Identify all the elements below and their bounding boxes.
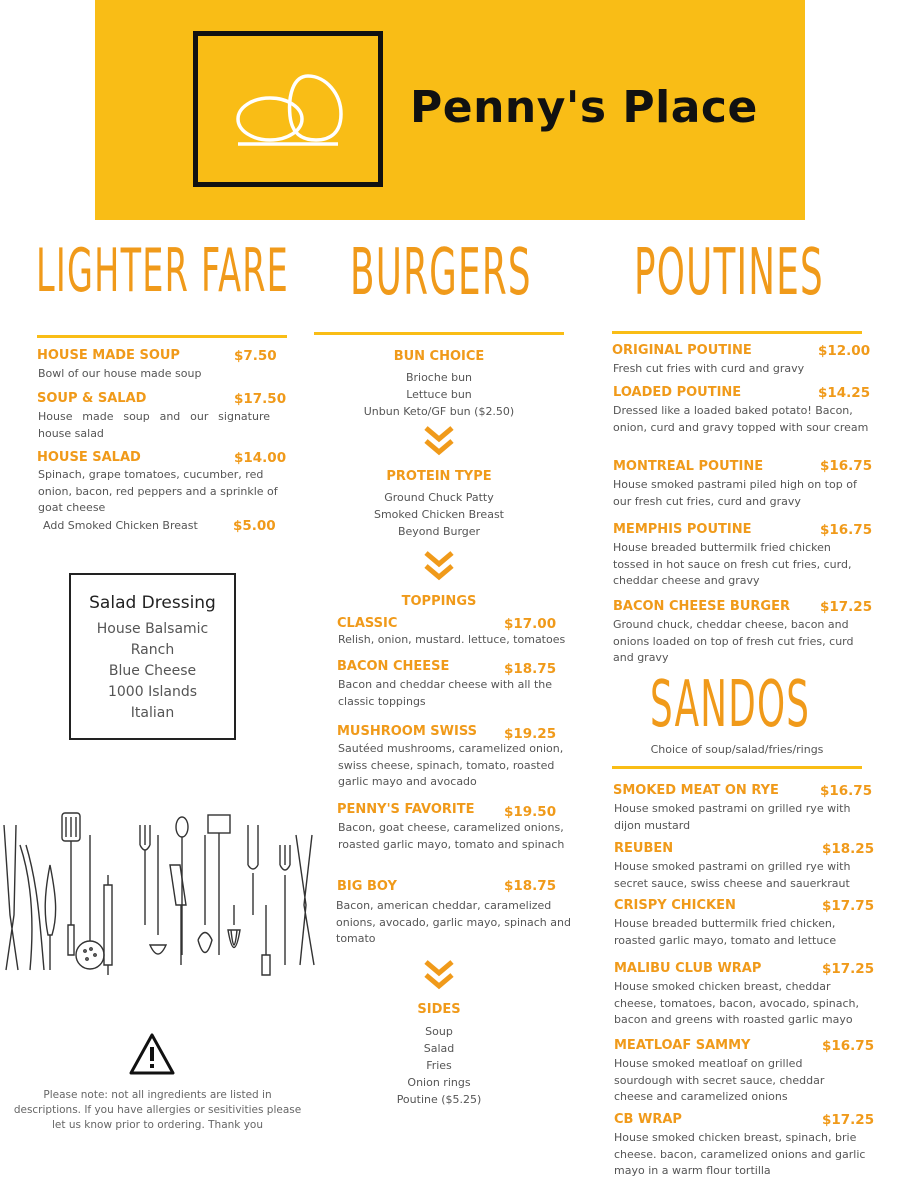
carving-fork-icon [248, 825, 258, 915]
item-price: $17.25 [820, 599, 873, 615]
item-price: $14.00 [234, 450, 287, 466]
item-price: $17.75 [822, 898, 875, 914]
item-description: Ground chuck, cheddar cheese, bacon and onions loaded on top of fresh cut fries, curd and gravy [613, 618, 854, 664]
logo-frame [193, 31, 383, 187]
item-name: PENNY'S FAVORITE [337, 802, 475, 817]
item-name: LOADED POUTINE [613, 385, 742, 400]
item-name: BACON CHEESE BURGER [613, 599, 790, 614]
item-description: Bacon and cheddar cheese with all the classic toppings [338, 678, 553, 708]
chevron-down-icon [422, 549, 456, 583]
side-option: Fries [426, 1059, 452, 1072]
item-name: CRISPY CHICKEN [614, 898, 736, 913]
whisk-icon [228, 905, 240, 948]
item-name: CB WRAP [614, 1112, 682, 1127]
item-name: MUSHROOM SWISS [337, 724, 477, 739]
item-description: House smoked pastrami piled high on top of our fresh cut fries, curd and gravy [613, 478, 857, 508]
item-name: HOUSE SALAD [37, 450, 141, 465]
bun-choice-title: BUN CHOICE [393, 349, 485, 364]
protein-options [314, 489, 564, 540]
item-name: SMOKED MEAT ON RYE [613, 783, 779, 798]
kitchen-utensils-illustration [0, 805, 318, 985]
section-title-lighter-fare: LIGHTER FARE [36, 236, 290, 306]
divider [612, 766, 862, 769]
item-price: $18.25 [822, 841, 875, 857]
side-option: Salad [423, 1042, 455, 1055]
side-option: Poutine ($5.25) [396, 1093, 482, 1106]
item-price: $19.25 [504, 726, 557, 742]
item-price: $17.00 [504, 616, 557, 632]
item-price: $16.75 [820, 458, 873, 474]
item-name: MONTREAL POUTINE [613, 459, 764, 474]
item-description: Bacon, american cheddar, caramelized onions, avocado, garlic mayo, spinach and tomato [336, 899, 571, 945]
item-description: House smoked chicken breast, cheddar cheese, tomatoes, bacon, avocado, spinach, bacon and greens with roasted garlic mayo [614, 980, 860, 1026]
item-description: House breaded buttermilk fried chicken tossed in hot sauce on fresh cut fries, curd, cheddar cheese and gravy [613, 541, 852, 587]
rolling-pin-icon [104, 875, 112, 975]
dressing-option: House Balsamic [96, 621, 209, 637]
ladle-icon [150, 835, 166, 954]
fork-icon [140, 825, 150, 925]
addon-price: $5.00 [233, 518, 276, 534]
dressing-title: Salad Dressing [89, 593, 216, 613]
item-name: MEATLOAF SAMMY [614, 1038, 751, 1053]
allergy-note: Please note: not all ingredients are listed in descriptions. If you have allergies or sesitivities please let us know prior to ordering. Thank you [13, 1089, 302, 1131]
dressing-option: Italian [130, 705, 175, 721]
sandos-subtitle: Choice of soup/salad/fries/rings [650, 743, 824, 756]
item-price: $17.50 [234, 391, 287, 407]
bun-option: Brioche bun [405, 371, 473, 384]
item-price: $16.75 [820, 522, 873, 538]
knife-icon [45, 865, 55, 970]
sides-title: SIDES [417, 1002, 461, 1017]
item-price: $18.75 [504, 878, 557, 894]
item-price: $16.75 [820, 783, 873, 799]
item-price: $12.00 [818, 343, 871, 359]
item-name: CLASSIC [337, 616, 398, 631]
item-description: Spinach, grape tomatoes, cucumber, red onion, bacon, red peppers and a sprinkle of goat cheese [38, 468, 278, 514]
item-price: $7.50 [234, 348, 277, 364]
protein-type-title: PROTEIN TYPE [386, 469, 492, 484]
section-title-poutines: POUTINES [634, 236, 824, 310]
item-price: $16.75 [822, 1038, 875, 1054]
section-title-burgers: BURGERS [350, 236, 532, 310]
item-name: REUBEN [614, 841, 674, 856]
warning-icon [128, 1032, 176, 1076]
protein-option: Ground Chuck Patty [384, 491, 494, 504]
item-price: $14.25 [818, 385, 871, 401]
item-name: BACON CHEESE [337, 659, 450, 674]
chevron-down-icon [422, 958, 456, 992]
divider [314, 332, 564, 335]
item-description: House smoked chicken breast, spinach, brie cheese. bacon, caramelized onions and garlic mayo in a warm flour tortilla [614, 1131, 866, 1177]
brand-name: Penny's Place [410, 82, 758, 133]
item-description: Bacon, goat cheese, caramelized onions, roasted garlic mayo, tomato and spinach [338, 821, 565, 851]
side-option: Onion rings [407, 1076, 471, 1089]
divider [612, 331, 862, 334]
protein-option: Smoked Chicken Breast [373, 508, 504, 521]
item-description: House smoked meatloaf on grilled sourdough with secret sauce, cheddar cheese and caramelized onions [614, 1057, 825, 1103]
divider [37, 335, 287, 338]
dressing-option: 1000 Islands [107, 684, 198, 700]
spoon-icon [176, 817, 188, 837]
item-description: Relish, onion, mustard. lettuce, tomatoes [338, 633, 566, 646]
tongs-icon [4, 825, 18, 970]
item-description: House smoked pastrami on grilled rye with dijon mustard [614, 802, 851, 832]
item-name: HOUSE MADE SOUP [37, 348, 180, 363]
item-description: Fresh cut fries with curd and gravy [613, 362, 805, 375]
bun-option: Lettuce bun [406, 388, 472, 401]
item-price: $19.50 [504, 804, 557, 820]
item-name: ORIGINAL POUTINE [612, 343, 752, 358]
bun-options [314, 369, 564, 420]
item-description: Dressed like a loaded baked potato! Bacon, onion, curd and gravy topped with sour cream [613, 404, 869, 434]
section-title-sandos: SANDOS [650, 668, 811, 742]
salad-dressing-box [69, 573, 236, 740]
sides-options [314, 1023, 564, 1108]
item-price: $17.25 [822, 961, 875, 977]
eggs-logo-icon [198, 36, 378, 182]
item-name: BIG BOY [337, 879, 397, 894]
chevron-down-icon [422, 424, 456, 458]
item-description: House made soup and our signature house salad [38, 410, 270, 440]
toppings-title: TOPPINGS [401, 594, 477, 609]
item-name: MEMPHIS POUTINE [613, 522, 752, 537]
brush-icon [262, 905, 270, 975]
item-description: House breaded buttermilk fried chicken, roasted garlic mayo, tomato and lettuce [614, 917, 837, 947]
item-price: $17.25 [822, 1112, 875, 1128]
tenderizer-icon [208, 815, 230, 833]
dressing-option: Ranch [130, 642, 175, 658]
side-option: Soup [425, 1025, 453, 1038]
item-price: $18.75 [504, 661, 557, 677]
item-name: SOUP & SALAD [37, 391, 147, 406]
item-name: MALIBU CLUB WRAP [614, 961, 762, 976]
item-description: Bowl of our house made soup [38, 367, 202, 380]
item-description: House smoked pastrami on grilled rye with secret sauce, swiss cheese and sauerkraut [614, 860, 851, 890]
bun-option: Unbun Keto/GF bun ($2.50) [363, 405, 515, 418]
addon-label: Add Smoked Chicken Breast [43, 519, 198, 532]
skimmer-icon [76, 941, 104, 969]
item-description: Sautéed mushrooms, caramelized onion, swiss cheese, spinach, tomato, roasted garlic mayo and avocado [338, 742, 564, 788]
protein-option: Beyond Burger [397, 525, 481, 538]
dressing-option: Blue Cheese [108, 663, 197, 679]
